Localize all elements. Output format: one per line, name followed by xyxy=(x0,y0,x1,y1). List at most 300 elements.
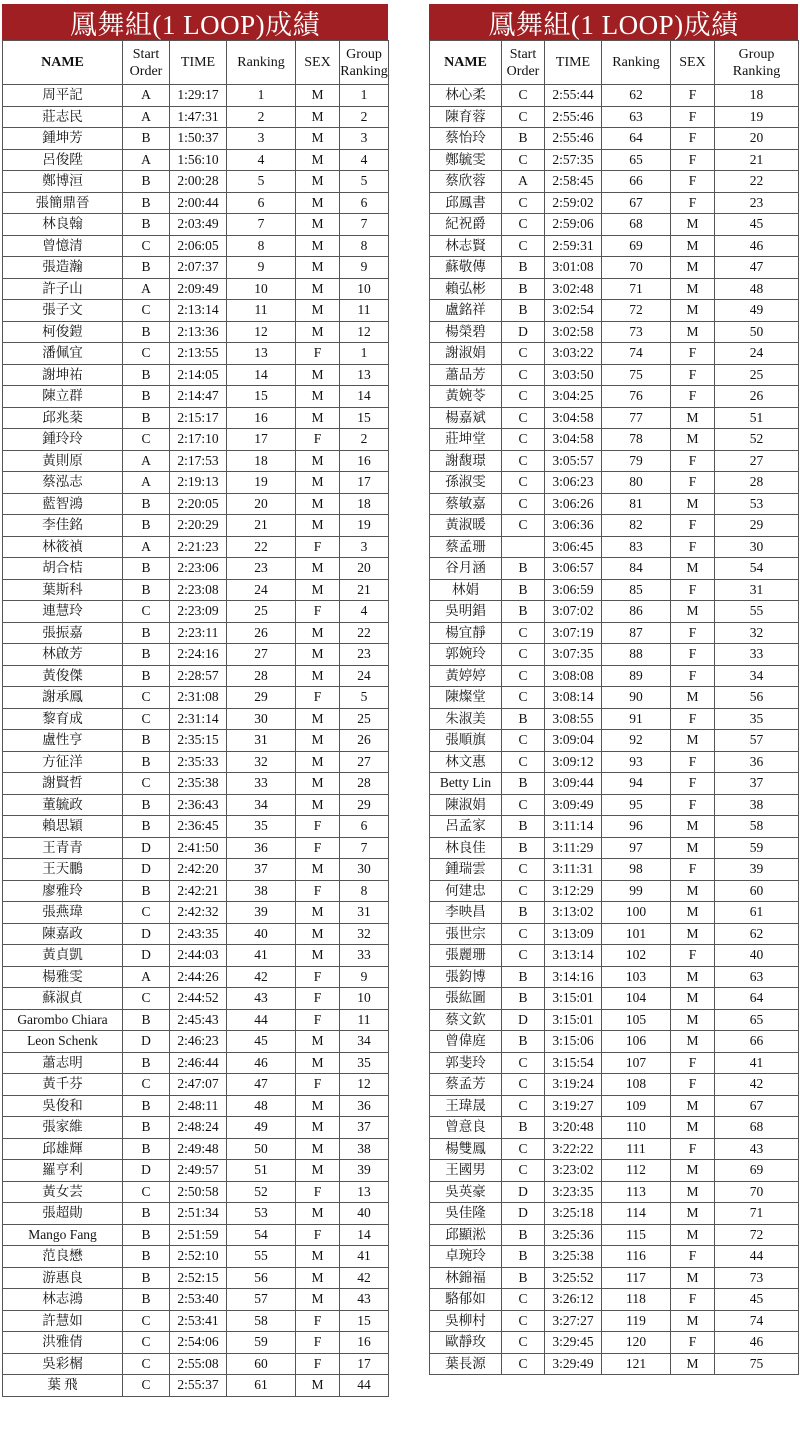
table-row xyxy=(430,945,799,967)
name-cell: 謝淑娟 xyxy=(430,343,502,365)
sex-cell: F xyxy=(671,859,715,881)
time-cell: 2:48:24 xyxy=(170,1117,227,1139)
table-row xyxy=(430,536,799,558)
name-cell: 林啟芳 xyxy=(3,644,123,666)
group-ranking-cell: 62 xyxy=(715,923,799,945)
ranking-cell: 47 xyxy=(227,1074,296,1096)
time-cell: 2:51:34 xyxy=(170,1203,227,1225)
time-cell: 2:09:49 xyxy=(170,278,227,300)
ranking-cell: 57 xyxy=(227,1289,296,1311)
start-order-cell: C xyxy=(123,708,170,730)
sex-cell: M xyxy=(296,472,340,494)
sex-cell: M xyxy=(296,1267,340,1289)
table-row xyxy=(3,278,389,300)
sex-cell: F xyxy=(671,1074,715,1096)
time-cell: 2:14:47 xyxy=(170,386,227,408)
sex-cell: M xyxy=(296,579,340,601)
table-row xyxy=(430,558,799,580)
sex-cell: M xyxy=(296,1375,340,1397)
sex-cell: M xyxy=(296,1052,340,1074)
time-cell: 2:23:09 xyxy=(170,601,227,623)
ranking-cell: 77 xyxy=(602,407,671,429)
name-cell: 林志賢 xyxy=(430,235,502,257)
name-cell: 葉長源 xyxy=(430,1353,502,1375)
group-ranking-cell: 5 xyxy=(340,171,389,193)
sex-cell: F xyxy=(671,386,715,408)
name-cell: 林文惠 xyxy=(430,751,502,773)
group-ranking-cell: 38 xyxy=(715,794,799,816)
start-order-cell: C xyxy=(502,214,545,236)
time-cell: 2:44:52 xyxy=(170,988,227,1010)
time-cell: 2:58:45 xyxy=(545,171,602,193)
time-cell: 3:19:24 xyxy=(545,1074,602,1096)
start-order-cell: B xyxy=(502,1224,545,1246)
time-cell: 3:04:58 xyxy=(545,407,602,429)
sex-cell: F xyxy=(671,536,715,558)
sex-cell: M xyxy=(671,1203,715,1225)
table-row xyxy=(430,343,799,365)
start-order-cell: B xyxy=(123,880,170,902)
group-ranking-cell: 64 xyxy=(715,988,799,1010)
group-ranking-cell: 20 xyxy=(340,558,389,580)
time-cell: 2:41:50 xyxy=(170,837,227,859)
right-table-body xyxy=(430,85,799,1375)
time-cell: 2:23:06 xyxy=(170,558,227,580)
ranking-cell: 86 xyxy=(602,601,671,623)
group-ranking-cell: 18 xyxy=(715,85,799,107)
ranking-cell: 69 xyxy=(602,235,671,257)
sex-cell: F xyxy=(296,880,340,902)
group-ranking-cell: 21 xyxy=(715,149,799,171)
sex-cell: M xyxy=(671,837,715,859)
ranking-cell: 88 xyxy=(602,644,671,666)
name-cell: 蔡孟珊 xyxy=(430,536,502,558)
start-order-cell: B xyxy=(123,622,170,644)
time-cell: 2:20:29 xyxy=(170,515,227,537)
table-row xyxy=(3,1289,389,1311)
start-order-cell: B xyxy=(123,1289,170,1311)
time-cell: 2:06:05 xyxy=(170,235,227,257)
name-cell: 林良佳 xyxy=(430,837,502,859)
group-ranking-cell: 14 xyxy=(340,1224,389,1246)
group-ranking-cell: 44 xyxy=(715,1246,799,1268)
sex-cell: F xyxy=(671,1246,715,1268)
sex-cell: F xyxy=(296,816,340,838)
sex-cell: M xyxy=(296,945,340,967)
name-cell: 謝坤祐 xyxy=(3,364,123,386)
group-ranking-cell: 49 xyxy=(715,300,799,322)
name-cell: 呂孟家 xyxy=(430,816,502,838)
ranking-cell: 42 xyxy=(227,966,296,988)
name-cell: 黃俊傑 xyxy=(3,665,123,687)
start-order-cell: C xyxy=(502,515,545,537)
name-cell: 林錦福 xyxy=(430,1267,502,1289)
sex-cell: M xyxy=(296,665,340,687)
ranking-cell: 50 xyxy=(227,1138,296,1160)
sex-cell: M xyxy=(296,300,340,322)
start-order-cell: C xyxy=(123,773,170,795)
table-row xyxy=(3,192,389,214)
time-cell: 2:55:46 xyxy=(545,106,602,128)
right-panel-title: 鳳舞組(1 LOOP)成績 xyxy=(429,4,798,40)
ranking-cell: 53 xyxy=(227,1203,296,1225)
group-ranking-cell: 22 xyxy=(340,622,389,644)
name-cell: 卓琬玲 xyxy=(430,1246,502,1268)
time-cell: 3:13:14 xyxy=(545,945,602,967)
sex-cell: F xyxy=(671,85,715,107)
table-row xyxy=(430,1095,799,1117)
sex-cell: M xyxy=(296,321,340,343)
time-cell: 3:13:09 xyxy=(545,923,602,945)
time-cell: 2:13:36 xyxy=(170,321,227,343)
sex-cell: M xyxy=(671,1310,715,1332)
name-cell: 莊坤堂 xyxy=(430,429,502,451)
sex-cell: M xyxy=(296,902,340,924)
name-cell: 朱淑美 xyxy=(430,708,502,730)
table-row xyxy=(3,773,389,795)
time-cell: 2:35:15 xyxy=(170,730,227,752)
start-order-cell: A xyxy=(123,450,170,472)
table-row xyxy=(3,622,389,644)
group-ranking-cell: 20 xyxy=(715,128,799,150)
group-ranking-cell: 10 xyxy=(340,278,389,300)
table-row xyxy=(430,1138,799,1160)
ranking-cell: 74 xyxy=(602,343,671,365)
start-order-cell: C xyxy=(123,988,170,1010)
time-cell: 2:55:08 xyxy=(170,1353,227,1375)
table-row xyxy=(430,1289,799,1311)
table-row xyxy=(430,1353,799,1375)
ranking-cell: 116 xyxy=(602,1246,671,1268)
sex-cell: M xyxy=(296,751,340,773)
ranking-cell: 44 xyxy=(227,1009,296,1031)
table-row xyxy=(430,902,799,924)
group-ranking-cell: 5 xyxy=(340,687,389,709)
group-ranking-cell: 67 xyxy=(715,1095,799,1117)
name-cell: 黃女芸 xyxy=(3,1181,123,1203)
table-row xyxy=(3,816,389,838)
time-cell: 2:43:35 xyxy=(170,923,227,945)
table-row xyxy=(3,794,389,816)
start-order-cell: B xyxy=(123,1246,170,1268)
start-order-cell: C xyxy=(123,1353,170,1375)
group-ranking-cell: 65 xyxy=(715,1009,799,1031)
name-cell: 吳英豪 xyxy=(430,1181,502,1203)
start-order-cell: C xyxy=(502,429,545,451)
start-order-cell: B xyxy=(123,1117,170,1139)
name-cell: 張超勛 xyxy=(3,1203,123,1225)
start-order-cell: C xyxy=(502,945,545,967)
name-cell: 李佳銘 xyxy=(3,515,123,537)
ranking-cell: 66 xyxy=(602,171,671,193)
group-ranking-cell: 42 xyxy=(715,1074,799,1096)
start-order-cell: A xyxy=(123,472,170,494)
ranking-cell: 102 xyxy=(602,945,671,967)
table-row xyxy=(430,794,799,816)
start-order-cell: C xyxy=(123,1332,170,1354)
ranking-cell: 40 xyxy=(227,923,296,945)
time-cell: 3:08:55 xyxy=(545,708,602,730)
group-ranking-cell: 50 xyxy=(715,321,799,343)
table-row xyxy=(430,1031,799,1053)
time-cell: 3:09:44 xyxy=(545,773,602,795)
start-order-cell: C xyxy=(123,1074,170,1096)
group-ranking-cell: 37 xyxy=(340,1117,389,1139)
name-cell: 鍾坤芳 xyxy=(3,128,123,150)
time-cell: 2:59:02 xyxy=(545,192,602,214)
ranking-cell: 112 xyxy=(602,1160,671,1182)
group-ranking-cell: 6 xyxy=(340,192,389,214)
table-row xyxy=(3,665,389,687)
sex-cell: M xyxy=(296,128,340,150)
header-start-order: Start Order xyxy=(502,41,545,85)
name-cell: 蔡泓志 xyxy=(3,472,123,494)
time-cell: 3:26:12 xyxy=(545,1289,602,1311)
sex-cell: F xyxy=(671,171,715,193)
ranking-cell: 4 xyxy=(227,149,296,171)
start-order-cell: C xyxy=(502,149,545,171)
table-row xyxy=(430,1160,799,1182)
name-cell: 方征洋 xyxy=(3,751,123,773)
start-order-cell xyxy=(502,536,545,558)
name-cell: 蔡欣蓉 xyxy=(430,171,502,193)
table-row xyxy=(430,364,799,386)
group-ranking-cell: 58 xyxy=(715,816,799,838)
ranking-cell: 61 xyxy=(227,1375,296,1397)
name-cell: 郭婉玲 xyxy=(430,644,502,666)
sex-cell: F xyxy=(671,106,715,128)
group-ranking-cell: 11 xyxy=(340,1009,389,1031)
start-order-cell: C xyxy=(502,665,545,687)
sex-cell: M xyxy=(671,966,715,988)
group-ranking-cell: 30 xyxy=(715,536,799,558)
name-cell: 邱鳳書 xyxy=(430,192,502,214)
table-row xyxy=(430,622,799,644)
group-ranking-cell: 15 xyxy=(340,407,389,429)
time-cell: 2:47:07 xyxy=(170,1074,227,1096)
sex-cell: F xyxy=(671,579,715,601)
name-cell: 吳彩榍 xyxy=(3,1353,123,1375)
start-order-cell: B xyxy=(123,515,170,537)
ranking-cell: 78 xyxy=(602,429,671,451)
group-ranking-cell: 12 xyxy=(340,321,389,343)
ranking-cell: 15 xyxy=(227,386,296,408)
group-ranking-cell: 56 xyxy=(715,687,799,709)
table-row xyxy=(3,923,389,945)
name-cell: 郭斐玲 xyxy=(430,1052,502,1074)
name-cell: 蕭品芳 xyxy=(430,364,502,386)
table-row xyxy=(430,214,799,236)
ranking-cell: 6 xyxy=(227,192,296,214)
table-row xyxy=(3,214,389,236)
table-row xyxy=(3,1074,389,1096)
group-ranking-cell: 28 xyxy=(715,472,799,494)
name-cell: 楊宜靜 xyxy=(430,622,502,644)
table-row xyxy=(430,730,799,752)
ranking-cell: 81 xyxy=(602,493,671,515)
table-row xyxy=(430,665,799,687)
sex-cell: F xyxy=(671,665,715,687)
name-cell: 張燕瑋 xyxy=(3,902,123,924)
ranking-cell: 107 xyxy=(602,1052,671,1074)
ranking-cell: 72 xyxy=(602,300,671,322)
table-row xyxy=(3,364,389,386)
group-ranking-cell: 4 xyxy=(340,149,389,171)
group-ranking-cell: 69 xyxy=(715,1160,799,1182)
left-panel-title: 鳳舞組(1 LOOP)成績 xyxy=(2,4,388,40)
group-ranking-cell: 46 xyxy=(715,1332,799,1354)
ranking-cell: 9 xyxy=(227,257,296,279)
table-row xyxy=(3,1138,389,1160)
ranking-cell: 91 xyxy=(602,708,671,730)
start-order-cell: C xyxy=(502,1074,545,1096)
name-cell: 邱兆棻 xyxy=(3,407,123,429)
sex-cell: M xyxy=(671,235,715,257)
start-order-cell: C xyxy=(502,1332,545,1354)
sex-cell: F xyxy=(671,450,715,472)
sex-cell: F xyxy=(296,343,340,365)
sex-cell: M xyxy=(671,1009,715,1031)
ranking-cell: 104 xyxy=(602,988,671,1010)
group-ranking-cell: 23 xyxy=(715,192,799,214)
start-order-cell: A xyxy=(123,278,170,300)
name-cell: 張麗珊 xyxy=(430,945,502,967)
time-cell: 3:06:26 xyxy=(545,493,602,515)
ranking-cell: 75 xyxy=(602,364,671,386)
start-order-cell: C xyxy=(502,1353,545,1375)
left-results-table xyxy=(2,40,389,1397)
table-row xyxy=(3,837,389,859)
sex-cell: F xyxy=(671,515,715,537)
ranking-cell: 121 xyxy=(602,1353,671,1375)
start-order-cell: B xyxy=(502,1031,545,1053)
name-cell: 張子文 xyxy=(3,300,123,322)
sex-cell: M xyxy=(671,558,715,580)
group-ranking-cell: 8 xyxy=(340,235,389,257)
group-ranking-cell: 32 xyxy=(340,923,389,945)
sex-cell: F xyxy=(671,472,715,494)
sex-cell: F xyxy=(671,149,715,171)
start-order-cell: B xyxy=(123,665,170,687)
ranking-cell: 84 xyxy=(602,558,671,580)
sex-cell: M xyxy=(671,1117,715,1139)
group-ranking-cell: 75 xyxy=(715,1353,799,1375)
group-ranking-cell: 37 xyxy=(715,773,799,795)
table-row xyxy=(430,1074,799,1096)
group-ranking-cell: 41 xyxy=(715,1052,799,1074)
name-cell: 蔡敏嘉 xyxy=(430,493,502,515)
table-row xyxy=(430,644,799,666)
ranking-cell: 34 xyxy=(227,794,296,816)
sex-cell: M xyxy=(671,300,715,322)
ranking-cell: 64 xyxy=(602,128,671,150)
time-cell: 3:15:06 xyxy=(545,1031,602,1053)
group-ranking-cell: 57 xyxy=(715,730,799,752)
table-row xyxy=(3,687,389,709)
table-row xyxy=(3,1224,389,1246)
start-order-cell: B xyxy=(123,1267,170,1289)
table-row xyxy=(430,1117,799,1139)
group-ranking-cell: 32 xyxy=(715,622,799,644)
group-ranking-cell: 3 xyxy=(340,128,389,150)
sex-cell: M xyxy=(671,321,715,343)
table-row xyxy=(3,1052,389,1074)
table-row xyxy=(3,407,389,429)
time-cell: 2:28:57 xyxy=(170,665,227,687)
start-order-cell: D xyxy=(123,1160,170,1182)
group-ranking-cell: 8 xyxy=(340,880,389,902)
name-cell: 潘佩宜 xyxy=(3,343,123,365)
ranking-cell: 43 xyxy=(227,988,296,1010)
table-row xyxy=(430,235,799,257)
group-ranking-cell: 1 xyxy=(340,343,389,365)
name-cell: 賴弘彬 xyxy=(430,278,502,300)
start-order-cell: B xyxy=(502,966,545,988)
start-order-cell: D xyxy=(502,1181,545,1203)
sex-cell: F xyxy=(671,1332,715,1354)
name-cell: 鍾瑞雲 xyxy=(430,859,502,881)
name-cell: 吳俊和 xyxy=(3,1095,123,1117)
table-row xyxy=(430,171,799,193)
time-cell: 2:19:13 xyxy=(170,472,227,494)
time-cell: 2:35:38 xyxy=(170,773,227,795)
ranking-cell: 103 xyxy=(602,966,671,988)
name-cell: 歐靜玫 xyxy=(430,1332,502,1354)
right-results-table xyxy=(429,40,799,1375)
name-cell: 葉斯科 xyxy=(3,579,123,601)
time-cell: 3:06:59 xyxy=(545,579,602,601)
group-ranking-cell: 63 xyxy=(715,966,799,988)
name-cell: 藍智鴻 xyxy=(3,493,123,515)
ranking-cell: 10 xyxy=(227,278,296,300)
table-row xyxy=(3,859,389,881)
group-ranking-cell: 72 xyxy=(715,1224,799,1246)
time-cell: 2:55:44 xyxy=(545,85,602,107)
group-ranking-cell: 39 xyxy=(340,1160,389,1182)
ranking-cell: 80 xyxy=(602,472,671,494)
name-cell: 賴思穎 xyxy=(3,816,123,838)
ranking-cell: 46 xyxy=(227,1052,296,1074)
ranking-cell: 79 xyxy=(602,450,671,472)
group-ranking-cell: 53 xyxy=(715,493,799,515)
name-cell: 謝承鳳 xyxy=(3,687,123,709)
time-cell: 3:06:45 xyxy=(545,536,602,558)
name-cell: 何建忠 xyxy=(430,880,502,902)
start-order-cell: C xyxy=(502,730,545,752)
group-ranking-cell: 21 xyxy=(340,579,389,601)
sex-cell: M xyxy=(671,214,715,236)
sex-cell: M xyxy=(296,171,340,193)
table-row xyxy=(430,1267,799,1289)
table-row xyxy=(3,880,389,902)
group-ranking-cell: 9 xyxy=(340,966,389,988)
start-order-cell: C xyxy=(502,687,545,709)
name-cell: 鍾玲玲 xyxy=(3,429,123,451)
group-ranking-cell: 28 xyxy=(340,773,389,795)
ranking-cell: 35 xyxy=(227,816,296,838)
name-cell: 鄭博洹 xyxy=(3,171,123,193)
ranking-cell: 120 xyxy=(602,1332,671,1354)
header-ranking: Ranking xyxy=(602,41,671,85)
time-cell: 3:23:35 xyxy=(545,1181,602,1203)
sex-cell: M xyxy=(671,1031,715,1053)
group-ranking-cell: 4 xyxy=(340,601,389,623)
sex-cell: M xyxy=(296,235,340,257)
group-ranking-cell: 31 xyxy=(715,579,799,601)
sex-cell: F xyxy=(671,192,715,214)
table-row xyxy=(430,1332,799,1354)
name-cell: 游惠良 xyxy=(3,1267,123,1289)
